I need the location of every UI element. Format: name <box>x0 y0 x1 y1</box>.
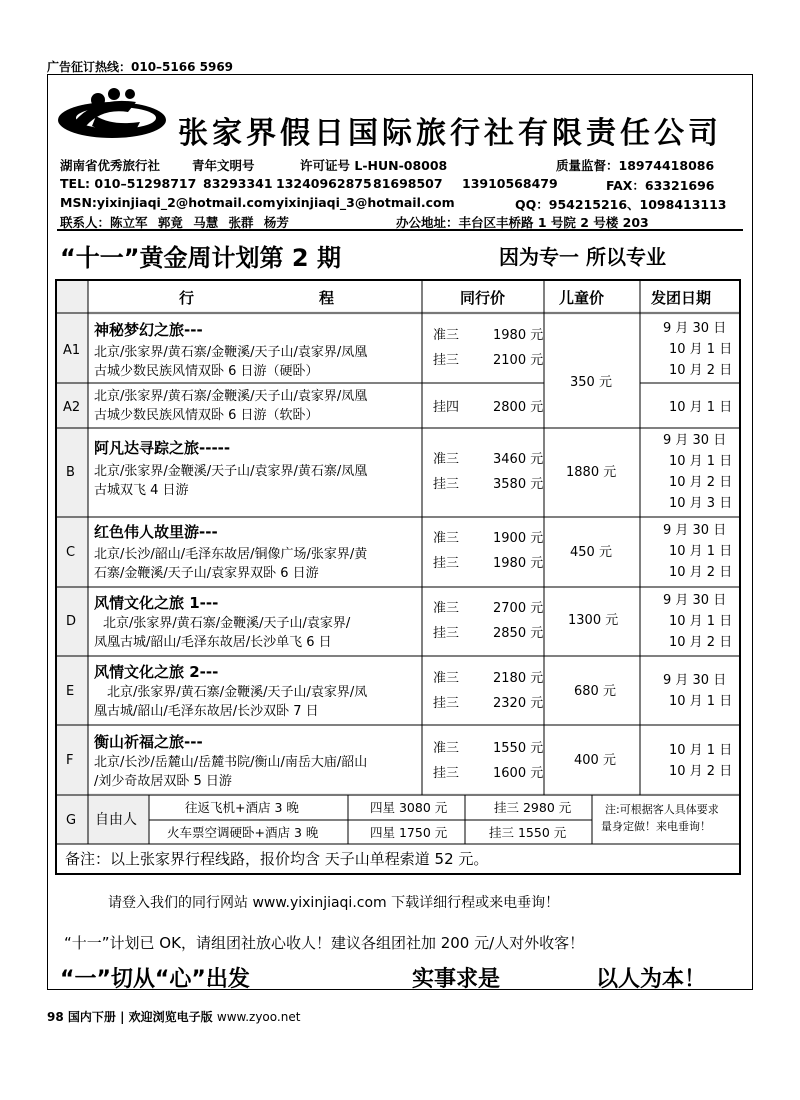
price-grade: 挂三 <box>433 556 460 571</box>
route-line: 北京/张家界/金鞭溪/天子山/袁家界/黄石寨/凤凰 <box>94 464 368 479</box>
motto-2: 实事求是 <box>412 967 501 992</box>
header-route-1: 行 <box>179 289 195 307</box>
departure-date: 10 月 1 日 <box>669 694 733 709</box>
row-code: F <box>66 753 74 768</box>
info-supervision: 质量监督：18974418086 <box>556 158 715 173</box>
header-child-price: 儿童价 <box>559 289 605 307</box>
motto-1: “一”切从“心”出发 <box>60 967 250 992</box>
info-youth: 青年文明号 <box>192 158 255 173</box>
route-title: 衡山祈福之旅--- <box>94 733 203 751</box>
route-line: 古城少数民族风情双卧 6 日游（软卧） <box>94 408 319 423</box>
header-route-2: 程 <box>319 289 335 307</box>
price-value: 3460 元 <box>493 452 544 467</box>
row-code: D <box>66 614 77 629</box>
package-price: 挂三 2980 元 <box>494 800 572 815</box>
package-option: 往返飞机+酒店 3 晚 <box>185 800 299 815</box>
row-code: A1 <box>63 343 81 358</box>
price-grade: 挂三 <box>433 696 460 711</box>
info-qq: QQ：954215216、1098413113 <box>515 197 727 212</box>
info-tel: TEL: 010–51298717 <box>60 176 197 191</box>
departure-date: 10 月 2 日 <box>669 475 733 490</box>
section-name: 国内下册 <box>67 1010 116 1024</box>
slogan: 因为专一 所以专业 <box>499 245 666 269</box>
price-value: 2100 元 <box>493 353 544 368</box>
motto-3: 以人为本！ <box>596 967 707 992</box>
child-price: 450 元 <box>570 545 612 560</box>
custom-note: 量身定做！来电垂询！ <box>601 820 711 833</box>
plan-title: “十一”黄金周计划第 2 期 <box>60 244 341 272</box>
row-code: G <box>66 813 77 828</box>
info-msn: MSN:yixinjiaqi_2@hotmail.com <box>60 195 276 210</box>
free-traveler-label: 自由人 <box>95 812 137 828</box>
price-grade: 准三 <box>433 452 460 467</box>
departure-date: 10 月 1 日 <box>669 342 733 357</box>
departure-date: 10 月 2 日 <box>669 764 733 779</box>
departure-date: 10 月 1 日 <box>669 400 733 415</box>
price-value: 1550 元 <box>493 741 544 756</box>
info-fax: FAX：63321696 <box>606 178 715 193</box>
info-tel-5: 13910568479 <box>462 176 558 191</box>
departure-date: 10 月 3 日 <box>669 496 733 511</box>
route-line: 北京/长沙/岳麓山/岳麓书院/衡山/南岳大庙/韶山 <box>94 755 368 770</box>
custom-note: 注:可根据客人具体要求 <box>605 803 719 816</box>
price-grade: 准三 <box>433 671 460 686</box>
route-line: 北京/张家界/黄石寨/金鞭溪/天子山/袁家界/凤凰 <box>94 389 368 404</box>
price-value: 1980 元 <box>493 556 544 571</box>
route-title: 红色伟人故里游--- <box>94 523 218 541</box>
price-grade: 挂三 <box>433 477 460 492</box>
price-grade: 挂三 <box>433 626 460 641</box>
route-line: 北京/长沙/韶山/毛泽东故居/铜像广场/张家界/黄 <box>94 547 368 562</box>
departure-date: 10 月 1 日 <box>669 614 733 629</box>
route-line: 古城少数民族风情双卧 6 日游（硬卧） <box>94 364 319 379</box>
price-grade: 准三 <box>433 601 460 616</box>
remark: 备注：以上张家界行程线路，报价均含 天子山单程索道 52 元。 <box>65 850 489 868</box>
departure-date: 9 月 30 日 <box>663 523 727 538</box>
company-name: 张家界假日国际旅行社有限责任公司 <box>178 116 722 151</box>
info-msn-2: yixinjiaqi_3@hotmail.com <box>276 195 455 210</box>
header-peer-price: 同行价 <box>460 289 506 307</box>
child-price: 680 元 <box>574 684 616 699</box>
departure-date: 10 月 1 日 <box>669 743 733 758</box>
price-value: 3580 元 <box>493 477 544 492</box>
route-line: 石寨/金鞭溪/天子山/袁家界双卧 6 日游 <box>94 566 319 581</box>
page-footer <box>47 1008 300 1025</box>
company-logo-icon <box>56 82 168 144</box>
price-grade: 挂三 <box>433 766 460 781</box>
price-value: 2320 元 <box>493 696 544 711</box>
price-grade: 挂三 <box>433 353 460 368</box>
price-grade: 准三 <box>433 328 460 343</box>
route-line: /刘少奇故居双卧 5 日游 <box>94 774 232 789</box>
row-code: C <box>66 545 76 560</box>
price-value: 1980 元 <box>493 328 544 343</box>
price-grade: 挂四 <box>433 400 460 415</box>
package-option: 火车票空调硬卧+酒店 3 晚 <box>167 825 319 840</box>
info-address: 办公地址：丰台区丰桥路 1 号院 2 号楼 203 <box>396 215 649 230</box>
route-line: 凤凰古城/韶山/毛泽东故居/长沙单飞 6 日 <box>94 635 332 650</box>
divider <box>57 229 743 231</box>
separator: | <box>120 1010 125 1024</box>
page-number: 98 <box>47 1010 64 1024</box>
price-grade: 准三 <box>433 531 460 546</box>
price-grade: 准三 <box>433 741 460 756</box>
route-line: 凰古城/韶山/毛泽东故居/长沙双卧 7 日 <box>94 704 319 719</box>
route-line: 北京/张家界/黄石寨/金鞭溪/天子山/袁家界/凤 <box>107 685 368 700</box>
departure-date: 10 月 1 日 <box>669 544 733 559</box>
child-price: 400 元 <box>574 753 616 768</box>
child-price: 1300 元 <box>568 613 619 628</box>
price-value: 2700 元 <box>493 601 544 616</box>
route-title: 阿凡达寻踪之旅----- <box>94 439 231 457</box>
route-title: 神秘梦幻之旅--- <box>94 321 203 339</box>
departure-date: 9 月 30 日 <box>663 673 727 688</box>
row-code: E <box>66 684 75 699</box>
website-invite: 请登入我们的同行网站 www.yixinjiaqi.com 下载详细行程或来电垂询！ <box>108 895 560 911</box>
info-contacts: 联系人：陈立军 郭竟 马慧 张群 杨芳 <box>60 215 289 230</box>
info-honor: 湖南省优秀旅行社 <box>60 158 161 173</box>
ad-hotline: 广告征订热线：010–5166 5969 <box>47 60 234 74</box>
e-edition-label: 欢迎浏览电子版 <box>128 1010 213 1024</box>
row-code: A2 <box>63 400 81 415</box>
package-price: 四星 3080 元 <box>370 800 448 815</box>
price-value: 1900 元 <box>493 531 544 546</box>
row-code: B <box>66 465 75 480</box>
departure-date: 10 月 1 日 <box>669 454 733 469</box>
itinerary-table <box>55 279 741 875</box>
route-line: 古城双飞 4 日游 <box>94 483 189 498</box>
route-title: 风情文化之旅 1--- <box>94 594 219 612</box>
route-title: 风情文化之旅 2--- <box>94 663 219 681</box>
info-tel-2: 83293341 <box>203 176 273 191</box>
site-url[interactable]: www.zyoo.net <box>216 1010 301 1024</box>
child-price: 1880 元 <box>566 465 617 480</box>
price-value: 2850 元 <box>493 626 544 641</box>
price-value: 2180 元 <box>493 671 544 686</box>
price-value: 1600 元 <box>493 766 544 781</box>
plan-notice: “十一”计划已 OK，请组团社放心收人！建议各组团社加 200 元/人对外收客！ <box>64 934 585 952</box>
departure-date: 9 月 30 日 <box>663 321 727 336</box>
departure-date: 9 月 30 日 <box>663 433 727 448</box>
info-license: 许可证号 L-HUN-08008 <box>300 158 448 173</box>
info-tel-4: 81698507 <box>373 176 443 191</box>
header-dates: 发团日期 <box>651 289 712 307</box>
price-value: 2800 元 <box>493 400 544 415</box>
departure-date: 10 月 2 日 <box>669 635 733 650</box>
departure-date: 9 月 30 日 <box>663 593 727 608</box>
info-tel-3: 13240962875 <box>276 176 372 191</box>
route-line: 北京/张家界/黄石寨/金鞭溪/天子山/袁家界/凤凰 <box>94 345 368 360</box>
route-line: 北京/张家界/黄石寨/金鞭溪/天子山/袁家界/ <box>103 616 351 631</box>
package-price: 挂三 1550 元 <box>489 825 567 840</box>
child-price: 350 元 <box>570 375 612 390</box>
package-price: 四星 1750 元 <box>370 825 448 840</box>
departure-date: 10 月 2 日 <box>669 363 733 378</box>
departure-date: 10 月 2 日 <box>669 565 733 580</box>
